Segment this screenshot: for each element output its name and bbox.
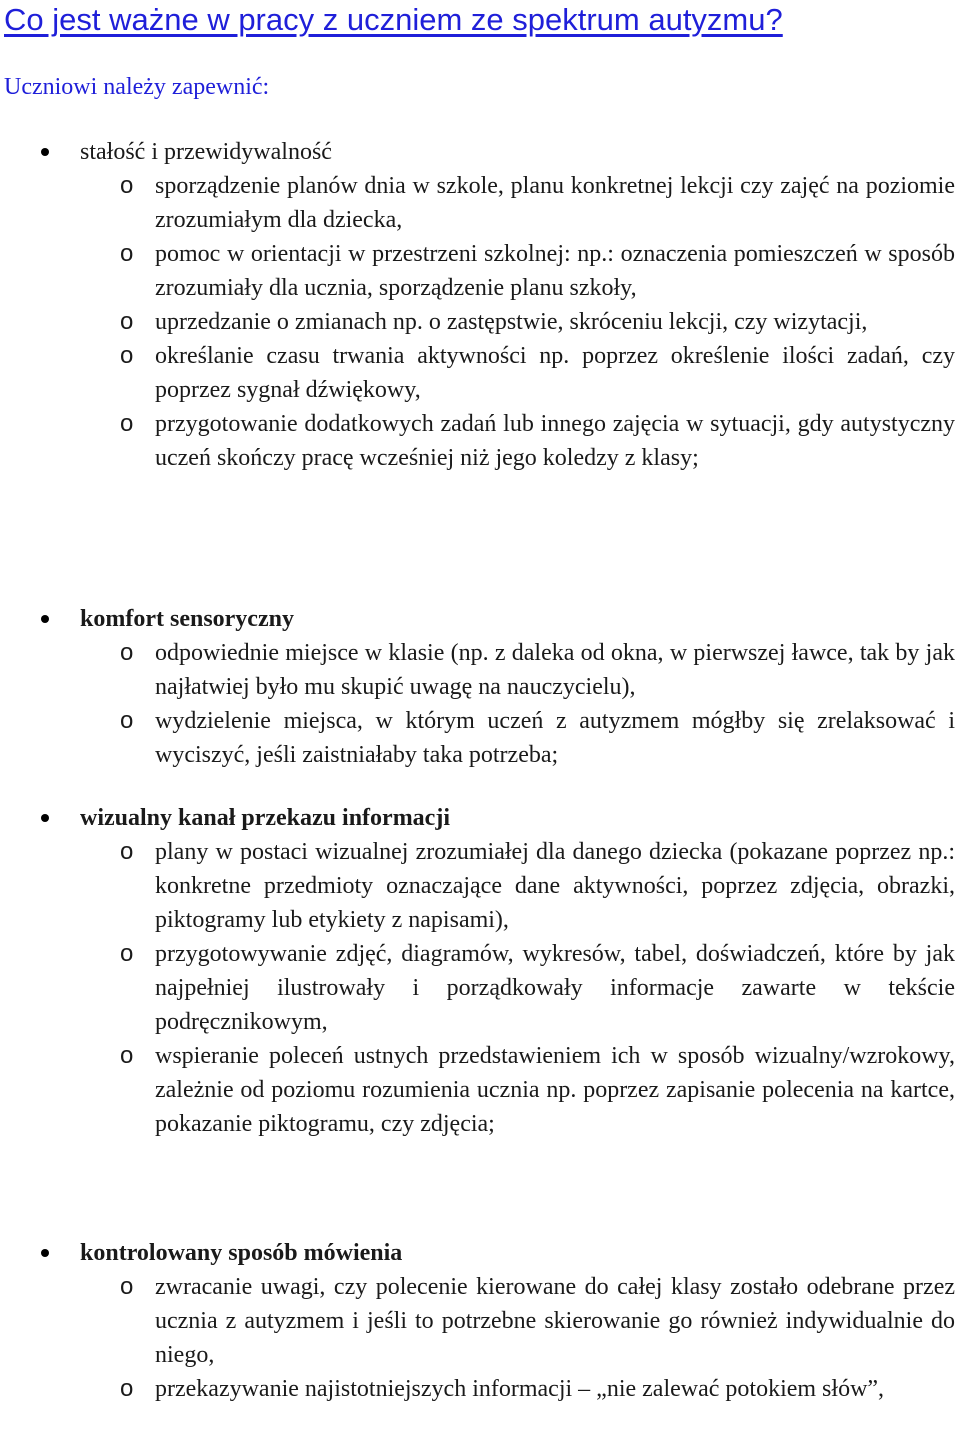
section-heading: komfort sensoryczny bbox=[80, 606, 294, 632]
list-item bbox=[0, 636, 960, 704]
list-item bbox=[0, 1372, 960, 1406]
section-visual-channel bbox=[0, 801, 960, 1141]
list-item bbox=[0, 937, 960, 1039]
bullet-icon bbox=[41, 615, 49, 623]
circle-marker-icon: o bbox=[120, 639, 134, 666]
list-item bbox=[0, 407, 960, 475]
list-item-text: określanie czasu trwania aktywności np. poprzez określenie ilości zadań, czy poprzez sygnał dźwiękowy, bbox=[155, 343, 955, 403]
intro-text: Uczniowi należy zapewnić: bbox=[4, 74, 270, 100]
list-item bbox=[0, 237, 960, 305]
circle-marker-icon: o bbox=[120, 410, 134, 437]
section-heading: wizualny kanał przekazu informacji bbox=[80, 805, 450, 831]
list-item-text: zwracanie uwagi, czy polecenie kierowane do całej klasy zostało odebrane przez ucznia z autyzmem i jeśli to potrzebne skierowanie go również indywidualnie do niego, bbox=[155, 1274, 955, 1368]
circle-marker-icon: o bbox=[120, 172, 134, 199]
circle-marker-icon: o bbox=[120, 838, 134, 865]
page-title[interactable]: Co jest ważne w pracy z uczniem ze spektrum autyzmu? bbox=[4, 2, 783, 37]
list-item-text: sporządzenie planów dnia w szkole, planu konkretnej lekcji czy zajęć na poziomie zrozumiałym dla dziecka, bbox=[155, 173, 955, 233]
list-item-text: przygotowywanie zdjęć, diagramów, wykresów, tabel, doświadczeń, które by jak najpełniej ilustrowały i porządkowały informacje zawarte w tekście podręcznikowym, bbox=[155, 941, 955, 1035]
list-item-text: plany w postaci wizualnej zrozumiałej dla danego dziecka (pokazane poprzez np.: konkretne przedmioty oznaczające dane aktywności, poprzez zdjęcia, obrazki, piktogramy lub etykiety z napisami), bbox=[155, 839, 955, 933]
circle-marker-icon: o bbox=[120, 1042, 134, 1069]
list-item bbox=[0, 835, 960, 937]
circle-marker-icon: o bbox=[120, 308, 134, 335]
section-stability bbox=[0, 135, 960, 475]
list-item-text: odpowiednie miejsce w klasie (np. z daleka od okna, w pierwszej ławce, tak by jak najłatwiej było mu skupić uwagę na nauczycielu), bbox=[155, 640, 955, 700]
section-sensory bbox=[0, 602, 960, 772]
list-item-text: przekazywanie najistotniejszych informacji – „nie zalewać potokiem słów”, bbox=[155, 1376, 885, 1402]
circle-marker-icon: o bbox=[120, 1273, 134, 1300]
section-heading: stałość i przewidywalność bbox=[80, 139, 332, 165]
list-item-text: pomoc w orientacji w przestrzeni szkolnej: np.: oznaczenia pomieszczeń w sposób zrozumiały dla ucznia, sporządzenie planu szkoły, bbox=[155, 241, 955, 301]
circle-marker-icon: o bbox=[120, 707, 134, 734]
circle-marker-icon: o bbox=[120, 940, 134, 967]
circle-marker-icon: o bbox=[120, 240, 134, 267]
circle-marker-icon: o bbox=[120, 1375, 134, 1402]
bullet-icon bbox=[41, 148, 49, 156]
list-item bbox=[0, 704, 960, 772]
list-item-text: przygotowanie dodatkowych zadań lub innego zajęcia w sytuacji, gdy autystyczny uczeń skończy pracę wcześniej niż jego koledzy z klasy; bbox=[155, 411, 955, 471]
list-item bbox=[0, 169, 960, 237]
section-speech bbox=[0, 1236, 960, 1406]
list-item-text: wydzielenie miejsca, w którym uczeń z autyzmem mógłby się zrelaksować i wyciszyć, jeśli zaistniałaby taka potrzeba; bbox=[155, 708, 955, 768]
list-item bbox=[0, 1270, 960, 1372]
list-item bbox=[0, 1039, 960, 1141]
section-heading: kontrolowany sposób mówienia bbox=[80, 1240, 403, 1266]
list-item bbox=[0, 339, 960, 407]
list-item bbox=[0, 305, 960, 339]
list-item-text: uprzedzanie o zmianach np. o zastępstwie, skróceniu lekcji, czy wizytacji, bbox=[155, 309, 868, 335]
circle-marker-icon: o bbox=[120, 342, 134, 369]
bullet-icon bbox=[41, 814, 49, 822]
bullet-icon bbox=[41, 1249, 49, 1257]
list-item-text: wspieranie poleceń ustnych przedstawieniem ich w sposób wizualny/wzrokowy, zależnie od poziomu rozumienia ucznia np. poprzez zapisanie polecenia na kartce, pokazanie piktogramu, czy zdjęcia; bbox=[155, 1043, 955, 1137]
